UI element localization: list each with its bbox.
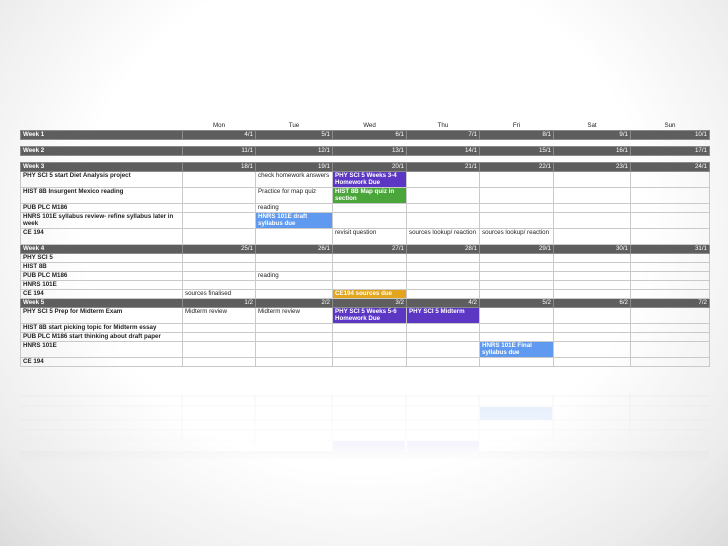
date-cell: 16/1 [554,147,631,156]
event-cell [480,263,554,272]
date-cell: 5/2 [480,299,554,308]
event-cell [333,263,407,272]
course-label: PUB PLC M186 start thinking about draft paper [21,333,183,342]
event-cell [256,281,333,290]
event-cell [554,308,631,324]
event-cell [183,213,256,229]
date-cell: 9/1 [554,131,631,140]
event-cell [256,254,333,263]
event-cell [631,333,710,342]
event-cell [480,213,554,229]
week-row [21,163,710,172]
event-cell [631,308,710,324]
midterm-event: PHY SCI 5 Midterm [407,308,480,324]
event-cell [256,342,333,358]
event-row [21,213,710,229]
date-cell: 31/1 [631,245,710,254]
date-cell: 6/1 [333,131,407,140]
event-cell [407,204,480,213]
event-cell [183,342,256,358]
date-cell: 18/1 [183,163,256,172]
date-cell: 1/2 [183,299,256,308]
event-cell [554,188,631,204]
date-cell: 15/1 [480,147,554,156]
event-cell [256,290,333,299]
course-label: PUB PLC M186 [21,272,183,281]
date-cell: 10/1 [631,131,710,140]
event-cell [407,272,480,281]
event-cell [554,342,631,358]
event-cell [554,229,631,245]
date-cell: 3/2 [333,299,407,308]
event-cell [554,272,631,281]
final-syllabus-event: HNRS 101E Final syllabus due [480,342,554,358]
week-label: Week 4 [21,245,183,254]
event-cell [183,281,256,290]
event-cell [333,342,407,358]
reflection-graphic [20,394,709,464]
day-header-tue: Tue [288,121,300,129]
event-cell [183,358,256,367]
date-cell: 4/2 [407,299,480,308]
event-cell [333,213,407,229]
date-cell: 29/1 [480,245,554,254]
course-label: HIST 8B start picking topic for Midterm essay [21,324,183,333]
event-cell [333,324,407,333]
event-cell: Midterm review [183,308,256,324]
event-row [21,272,710,281]
event-cell [183,204,256,213]
event-cell [333,254,407,263]
event-cell [183,229,256,245]
event-row [21,229,710,245]
event-row [21,188,710,204]
event-cell [183,172,256,188]
day-header-wed: Wed [363,121,376,129]
event-cell [631,188,710,204]
event-cell [554,290,631,299]
event-cell: Midterm review [256,308,333,324]
course-label: PHY SCI 5 [21,254,183,263]
event-cell [407,342,480,358]
date-cell: 24/1 [631,163,710,172]
event-row [21,263,710,272]
event-cell [554,281,631,290]
course-label: HIST 8B [21,263,183,272]
event-cell [333,204,407,213]
date-cell: 4/1 [183,131,256,140]
corner-cell [21,120,183,131]
course-label: HNRS 101E [21,281,183,290]
event-cell: revisit question [333,229,407,245]
event-row [21,290,710,299]
homework-due-event: PHY SCI 5 Weeks 3-4 Homework Due [333,172,407,188]
date-cell: 5/1 [256,131,333,140]
date-cell: 2/2 [256,299,333,308]
event-cell [554,263,631,272]
date-cell: 23/1 [554,163,631,172]
week-label: Week 2 [21,147,183,156]
event-cell: sources lookup/ reaction [407,229,480,245]
date-cell: 7/1 [407,131,480,140]
event-cell: sources finalised [183,290,256,299]
event-cell [256,229,333,245]
event-cell [480,308,554,324]
event-cell [256,263,333,272]
event-cell [480,281,554,290]
date-cell: 8/1 [480,131,554,140]
event-cell [554,172,631,188]
event-cell [407,358,480,367]
event-cell [480,204,554,213]
event-cell [554,254,631,263]
event-cell [554,358,631,367]
event-cell [256,358,333,367]
event-cell [333,272,407,281]
event-cell [480,272,554,281]
event-cell [183,333,256,342]
map-quiz-event: HIST 8B Map quiz in section [333,188,407,204]
event-cell [407,254,480,263]
calendar-table [20,120,710,367]
course-label: CE 194 [21,358,183,367]
week-row [21,299,710,308]
day-header-mon: Mon [212,121,226,129]
week-row [21,147,710,156]
week-label: Week 1 [21,131,183,140]
table-reflection [20,394,709,464]
event-cell [333,281,407,290]
event-cell [631,204,710,213]
date-cell: 20/1 [333,163,407,172]
course-label: CE 194 [21,290,183,299]
date-cell: 12/1 [256,147,333,156]
event-row [21,172,710,188]
event-cell [631,324,710,333]
date-cell: 17/1 [631,147,710,156]
event-cell: sources lookup/ reaction [480,229,554,245]
draft-syllabus-event: HNRS 101E draft syllabus due [256,213,333,229]
event-cell [554,204,631,213]
event-cell [554,213,631,229]
course-label: PUB PLC M186 [21,204,183,213]
week-row [21,245,710,254]
event-row [21,254,710,263]
event-row [21,281,710,290]
day-header-row [21,120,710,131]
event-cell [631,172,710,188]
event-cell [631,342,710,358]
date-cell: 11/1 [183,147,256,156]
event-cell [407,333,480,342]
event-cell [480,290,554,299]
course-label: PHY SCI 5 start Diet Analysis project [21,172,183,188]
day-header-fri: Fri [512,121,521,129]
event-cell [183,188,256,204]
sources-due-event: CE194 sources due [333,290,407,299]
event-cell [631,358,710,367]
date-cell: 25/1 [183,245,256,254]
event-cell: check homework answers [256,172,333,188]
event-cell [407,213,480,229]
event-cell [631,272,710,281]
event-cell [480,254,554,263]
date-cell: 14/1 [407,147,480,156]
date-cell: 22/1 [480,163,554,172]
event-cell [183,324,256,333]
event-row [21,358,710,367]
date-cell: 6/2 [554,299,631,308]
date-cell: 13/1 [333,147,407,156]
event-cell [631,281,710,290]
homework-due-event: PHY SCI 5 Weeks 5-6 Homework Due [333,308,407,324]
event-cell [407,263,480,272]
event-row [21,324,710,333]
event-cell [631,254,710,263]
event-cell [480,324,554,333]
date-cell: 30/1 [554,245,631,254]
week-row [21,131,710,140]
date-cell: 21/1 [407,163,480,172]
event-cell [631,229,710,245]
event-cell: reading [256,204,333,213]
event-cell [480,333,554,342]
event-row [21,204,710,213]
event-cell [256,324,333,333]
event-cell: reading [256,272,333,281]
course-label: HNRS 101E [21,342,183,358]
event-cell [256,333,333,342]
event-row [21,342,710,358]
event-cell [333,358,407,367]
event-cell [407,290,480,299]
event-cell [183,263,256,272]
date-cell: 26/1 [256,245,333,254]
event-cell [480,358,554,367]
event-cell [554,333,631,342]
event-cell [480,188,554,204]
event-cell [480,172,554,188]
event-cell [407,281,480,290]
event-row [21,308,710,324]
date-cell: 19/1 [256,163,333,172]
event-cell [183,272,256,281]
event-cell [554,324,631,333]
event-cell [183,254,256,263]
event-cell [407,324,480,333]
event-cell [407,188,480,204]
day-header-sun: Sun [664,121,676,129]
spacer-row [21,156,710,163]
course-label: HNRS 101E syllabus review- refine syllabus later in week [21,213,183,229]
course-label: CE 194 [21,229,183,245]
event-cell [631,290,710,299]
date-cell: 7/2 [631,299,710,308]
course-label: HIST 8B Insurgent Mexico reading [21,188,183,204]
event-cell: Practice for map quiz [256,188,333,204]
week-label: Week 3 [21,163,183,172]
event-cell [333,333,407,342]
event-cell [407,172,480,188]
spacer-row [21,140,710,147]
course-label: PHY SCI 5 Prep for Midterm Exam [21,308,183,324]
event-row [21,333,710,342]
date-cell: 27/1 [333,245,407,254]
event-cell [631,213,710,229]
event-cell [631,263,710,272]
week-label: Week 5 [21,299,183,308]
date-cell: 28/1 [407,245,480,254]
day-header-sat: Sat [587,121,597,129]
day-header-thu: Thu [437,121,449,129]
